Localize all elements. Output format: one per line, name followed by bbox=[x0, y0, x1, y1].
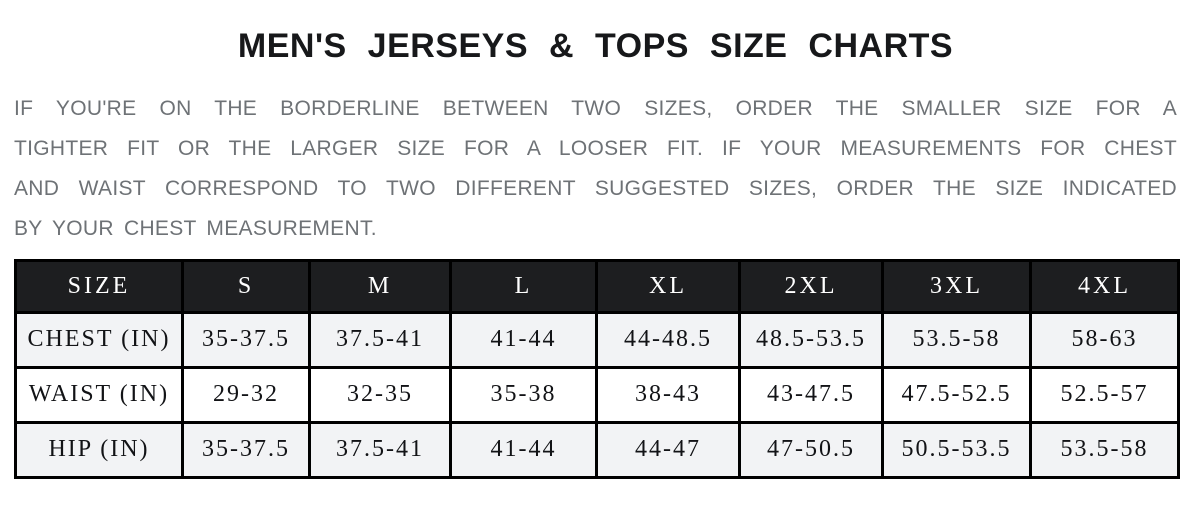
column-header-l: L bbox=[452, 262, 598, 314]
intro-line: IF YOU'RE ON THE BORDERLINE BETWEEN TWO SIZES, ORDER THE SMALLER SIZE FOR A bbox=[14, 96, 1177, 120]
hip-value-4xl: 53.5-58 bbox=[1032, 424, 1180, 479]
waist-value-3xl: 47.5-52.5 bbox=[884, 369, 1032, 424]
column-header-m: M bbox=[311, 262, 452, 314]
size-chart-table bbox=[14, 259, 1180, 479]
chest-value-l: 41-44 bbox=[452, 314, 598, 369]
waist-value-s: 29-32 bbox=[184, 369, 311, 424]
table-row-chest bbox=[17, 314, 1180, 369]
column-header-4xl: 4XL bbox=[1032, 262, 1180, 314]
hip-value-3xl: 50.5-53.5 bbox=[884, 424, 1032, 479]
table-header-row bbox=[17, 262, 1180, 314]
column-header-2xl: 2XL bbox=[741, 262, 884, 314]
chest-value-4xl: 58-63 bbox=[1032, 314, 1180, 369]
row-label-chest: CHEST (IN) bbox=[17, 314, 184, 369]
hip-value-m: 37.5-41 bbox=[311, 424, 452, 479]
waist-value-xl: 38-43 bbox=[598, 369, 741, 424]
table-row-hip bbox=[17, 424, 1180, 479]
row-label-hip: HIP (IN) bbox=[17, 424, 184, 479]
hip-value-l: 41-44 bbox=[452, 424, 598, 479]
waist-value-4xl: 52.5-57 bbox=[1032, 369, 1180, 424]
chest-value-2xl: 48.5-53.5 bbox=[741, 314, 884, 369]
row-label-waist: WAIST (IN) bbox=[17, 369, 184, 424]
waist-value-l: 35-38 bbox=[452, 369, 598, 424]
chest-value-m: 37.5-41 bbox=[311, 314, 452, 369]
intro-paragraph bbox=[14, 89, 1177, 249]
chest-value-xl: 44-48.5 bbox=[598, 314, 741, 369]
table-row-waist bbox=[17, 369, 1180, 424]
intro-line: BY YOUR CHEST MEASUREMENT. bbox=[14, 216, 377, 240]
chest-value-s: 35-37.5 bbox=[184, 314, 311, 369]
column-header-s: S bbox=[184, 262, 311, 314]
hip-value-xl: 44-47 bbox=[598, 424, 741, 479]
column-header-size: SIZE bbox=[17, 262, 184, 314]
chest-value-3xl: 53.5-58 bbox=[884, 314, 1032, 369]
page-title: MEN'S JERSEYS & TOPS SIZE CHARTS bbox=[237, 27, 954, 65]
column-header-3xl: 3XL bbox=[884, 262, 1032, 314]
intro-line: TIGHTER FIT OR THE LARGER SIZE FOR A LOOSER FIT. IF YOUR MEASUREMENTS FOR CHEST bbox=[14, 136, 1177, 160]
intro-line: AND WAIST CORRESPOND TO TWO DIFFERENT SUGGESTED SIZES, ORDER THE SIZE INDICATED bbox=[14, 176, 1177, 200]
waist-value-m: 32-35 bbox=[311, 369, 452, 424]
hip-value-2xl: 47-50.5 bbox=[741, 424, 884, 479]
column-header-xl: XL bbox=[598, 262, 741, 314]
hip-value-s: 35-37.5 bbox=[184, 424, 311, 479]
waist-value-2xl: 43-47.5 bbox=[741, 369, 884, 424]
